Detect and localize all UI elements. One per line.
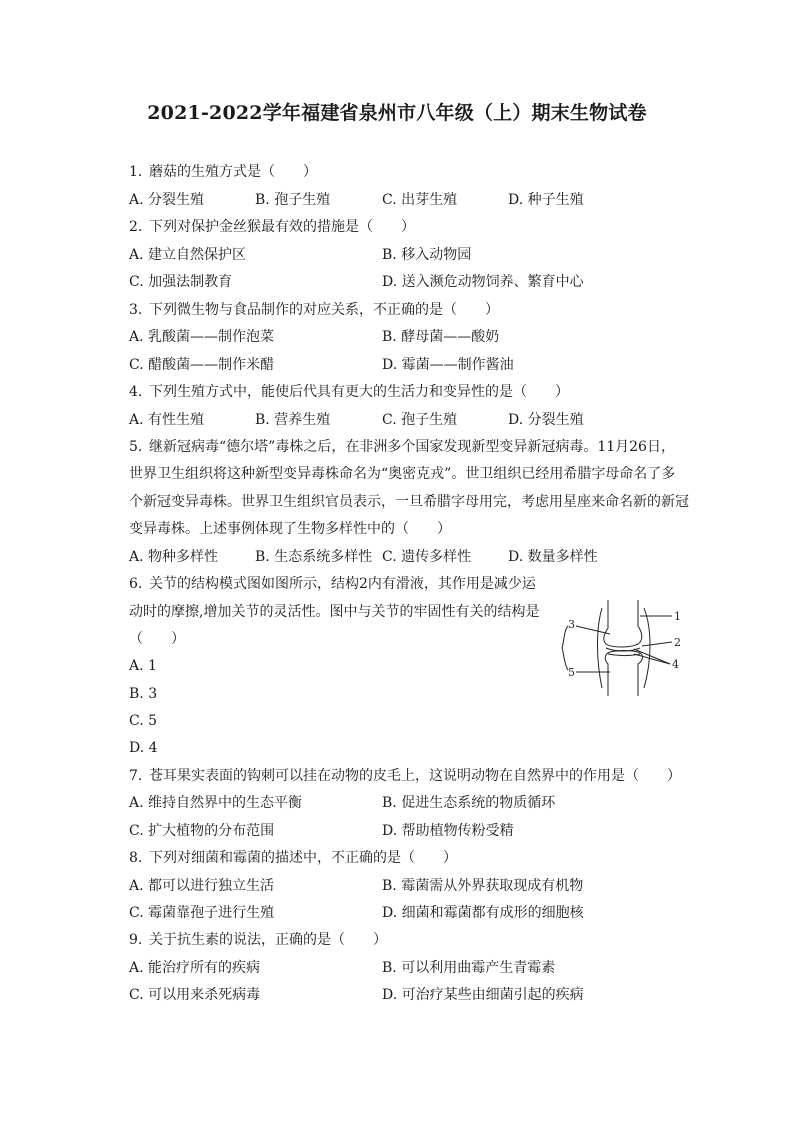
option-3d: D. 霉菌——制作酱油 — [382, 357, 514, 373]
question-6-line-2: 动时的摩擦,增加关节的灵活性。图中与关节的牢固性有关的结构是 — [129, 604, 540, 620]
lower-bone — [605, 651, 642, 697]
option-9b: B. 可以利用曲霉产生青霉素 — [382, 960, 556, 976]
question-5-line-3: 个新冠变异毒株。世界卫生组织官员表示，一旦希腊字母用完，考虑用星座来命名新的新冠 — [129, 494, 689, 510]
option-5c: C. 遗传多样性 — [382, 549, 472, 565]
leader-3 — [576, 626, 610, 634]
option-8a: A. 都可以进行独立生活 — [129, 878, 275, 894]
option-1b: B. 孢子生殖 — [255, 192, 331, 208]
option-4c: C. 孢子生殖 — [382, 412, 458, 428]
option-9d: D. 可治疗某些由细菌引起的疾病 — [382, 987, 584, 1003]
option-8c: C. 霉菌靠孢子进行生殖 — [129, 905, 275, 921]
leader-2 — [642, 642, 672, 646]
figure-label-2: 2 — [674, 636, 681, 649]
question-8: 8. 下列对细菌和霉菌的描述中，不正确的是（ ） — [129, 850, 457, 866]
question-9: 9. 关于抗生素的说法，正确的是（ ） — [129, 932, 387, 948]
upper-bone — [604, 600, 642, 647]
option-6b: B. 3 — [129, 686, 158, 702]
option-2d: D. 送入濒危动物饲养、繁育中心 — [382, 274, 584, 290]
question-3: 3. 下列微生物与食品制作的对应关系，不正确的是（ ） — [129, 302, 499, 318]
option-6a: A. 1 — [129, 658, 157, 674]
figure-label-4: 4 — [672, 658, 679, 671]
option-6c: C. 5 — [129, 713, 158, 729]
question-5: 5. 继新冠病毒“德尔塔”毒株之后，在非洲多个国家发现新型变异新冠病毒。11月26日， — [129, 439, 675, 455]
option-1c: C. 出芽生殖 — [382, 192, 458, 208]
question-6-line-3: （ ） — [129, 631, 185, 647]
option-2a: A. 建立自然保护区 — [129, 247, 247, 263]
option-8b: B. 霉菌需从外界获取现成有机物 — [382, 878, 584, 894]
question-6: 6. 关节的结构模式图如图所示，结构2内有滑液，其作用是减少运 — [129, 576, 536, 592]
brace — [562, 626, 568, 670]
option-6d: D. 4 — [129, 740, 158, 756]
option-3a: A. 乳酸菌——制作泡菜 — [129, 329, 275, 345]
capsule-left — [598, 608, 603, 688]
question-7: 7. 苍耳果实表面的钩刺可以挂在动物的皮毛上，这说明动物在自然界中的作用是（ ） — [129, 768, 681, 784]
question-4: 4. 下列生殖方式中，能使后代具有更大的生活力和变异性的是（ ） — [129, 384, 569, 400]
option-9a: A. 能治疗所有的疾病 — [129, 960, 261, 976]
option-7a: A. 维持自然界中的生态平衡 — [129, 795, 303, 811]
leader-4a — [634, 649, 670, 664]
question-5-line-4: 变异毒株。上述事例体现了生物多样性中的（ ） — [129, 521, 451, 537]
figure-label-5: 5 — [568, 666, 575, 679]
option-8d: D. 细菌和霉菌都有成形的细胞核 — [382, 905, 584, 921]
option-2c: C. 加强法制教育 — [129, 274, 233, 290]
option-4d: D. 分裂生殖 — [508, 412, 584, 428]
option-3b: B. 酵母菌——酸奶 — [382, 329, 500, 345]
option-1d: D. 种子生殖 — [508, 192, 584, 208]
figure-label-1: 1 — [674, 610, 681, 623]
option-1a: A. 分裂生殖 — [129, 192, 205, 208]
option-5d: D. 数量多样性 — [508, 549, 598, 565]
option-7c: C. 扩大植物的分布范围 — [129, 823, 275, 839]
option-9c: C. 可以用来杀死病毒 — [129, 987, 261, 1003]
option-4b: B. 营养生殖 — [255, 412, 331, 428]
question-5-line-2: 世界卫生组织将这种新型变异毒株命名为“奥密克戎”。世卫组织已经用希腊字母命名了多 — [129, 466, 676, 482]
option-3c: C. 醋酸菌——制作米醋 — [129, 357, 275, 373]
question-1: 1. 蘑菇的生殖方式是（ ） — [129, 164, 317, 180]
question-2: 2. 下列对保护金丝猴最有效的措施是（ ） — [129, 219, 415, 235]
option-7b: B. 促进生态系统的物质循环 — [382, 795, 556, 811]
exam-title: 2021-2022学年福建省泉州市八年级（上）期末生物试卷 — [147, 102, 647, 124]
figure-label-3: 3 — [568, 618, 575, 631]
option-5a: A. 物种多样性 — [129, 549, 219, 565]
joint-structure-figure — [560, 598, 690, 698]
option-4a: A. 有性生殖 — [129, 412, 205, 428]
option-2b: B. 移入动物园 — [382, 247, 472, 263]
option-7d: D. 帮助植物传粉受精 — [382, 823, 514, 839]
capsule-right — [644, 608, 650, 688]
option-5b: B. 生态系统多样性 — [255, 549, 373, 565]
